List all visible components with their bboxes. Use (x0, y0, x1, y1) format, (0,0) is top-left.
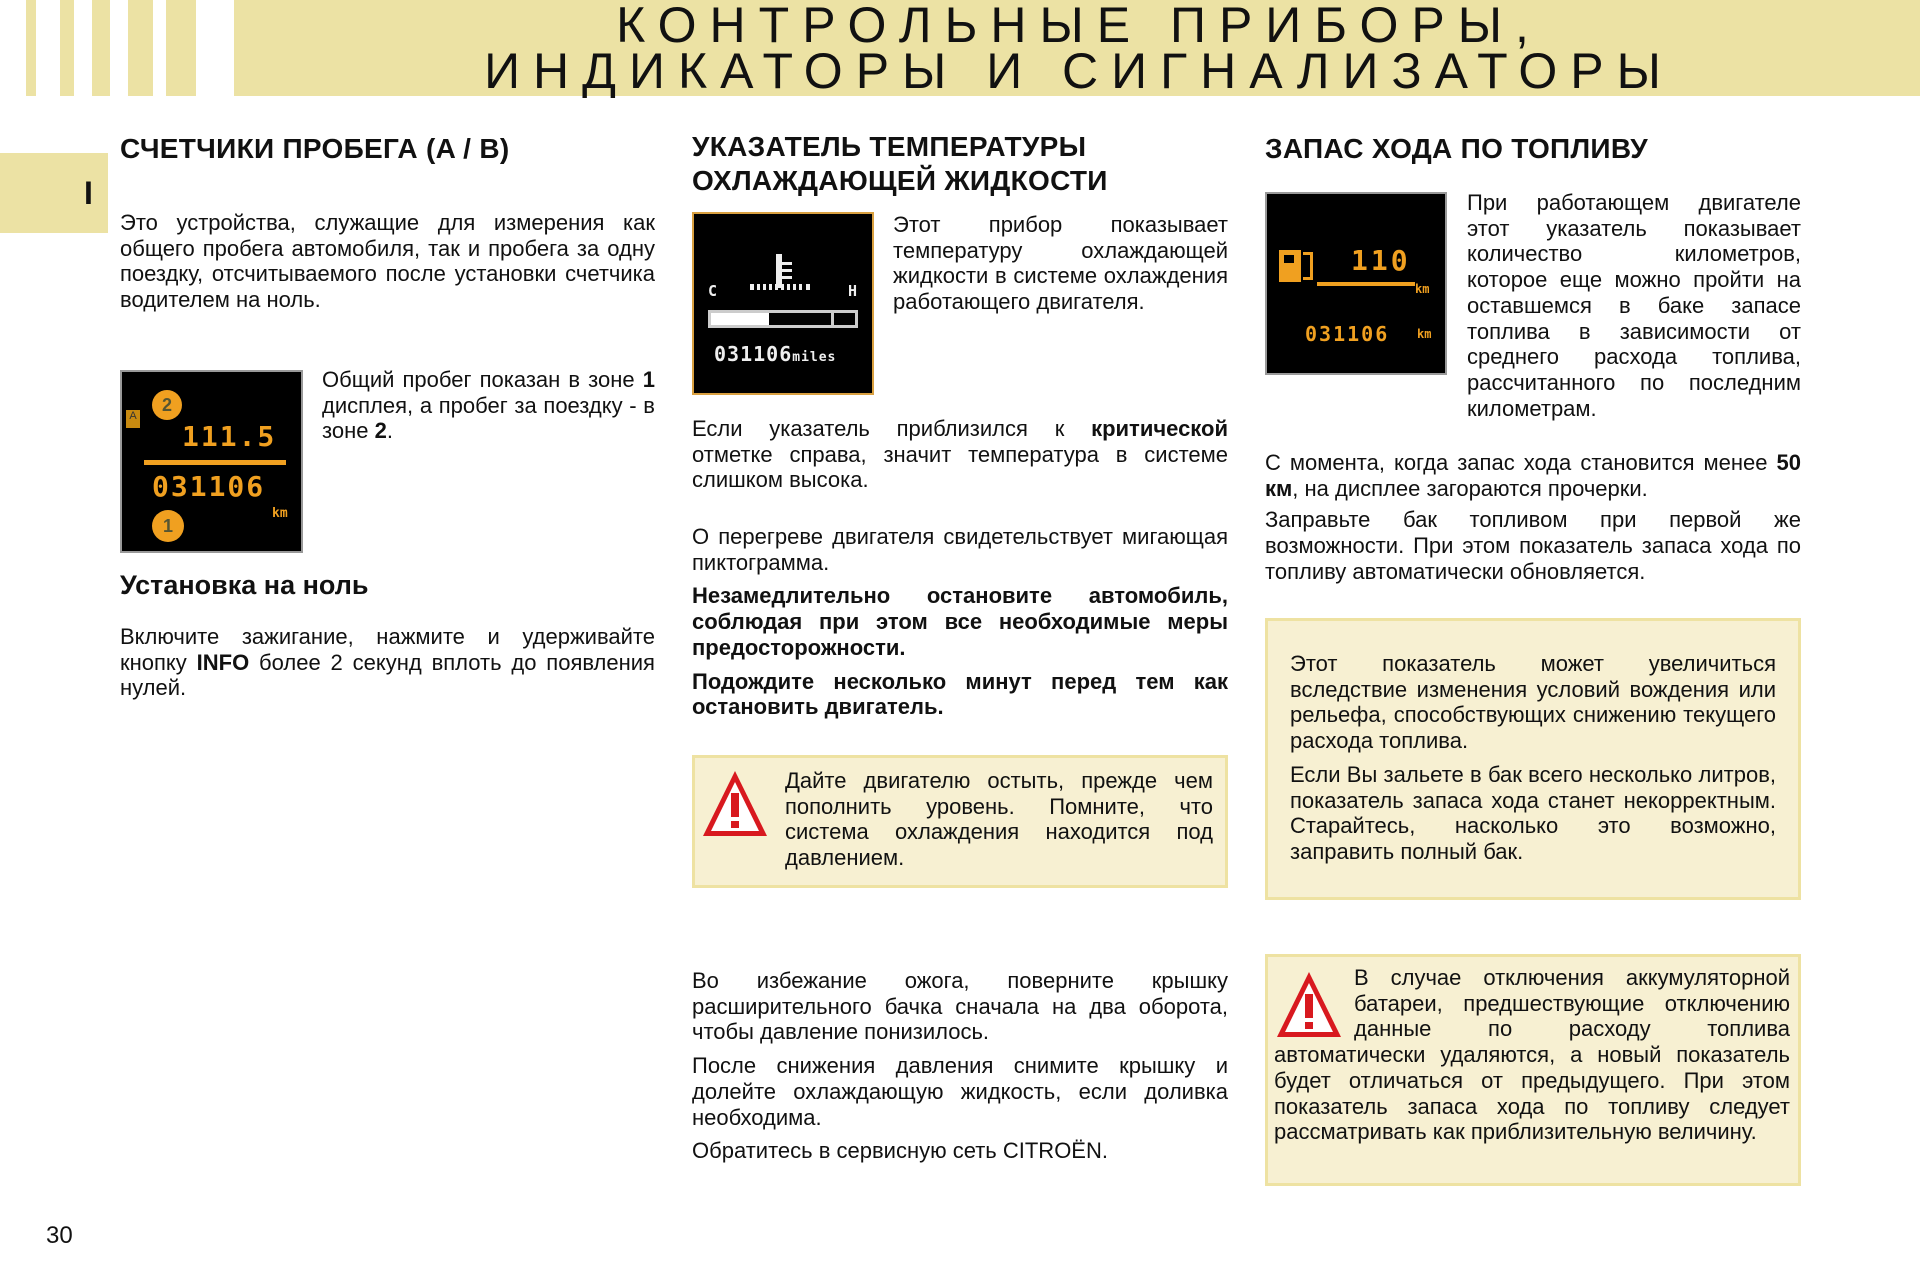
title-line-1: КОНТРОЛЬНЫЕ ПРИБОРЫ, (616, 0, 1542, 53)
text: Если указатель приблизился к (692, 416, 1092, 441)
paragraph: После снижения давления снимите крышку и долейте охлаждающую жидкость, если доливка необходима. (692, 1053, 1228, 1130)
paragraph-bold: Подождите несколько минут перед тем как остановить двигатель. (692, 668, 1228, 720)
paragraph: О перегреве двигателя свидетельствует мигающая пиктограмма. (692, 524, 1228, 575)
odometer-readout (714, 342, 836, 366)
odometer-value: 031106 (1305, 322, 1390, 346)
text-bold: 2 (374, 418, 387, 444)
battery-warning-box (1265, 954, 1801, 1186)
stripe (92, 0, 110, 96)
text: В случае отключения аккумуляторной батареи, предшествующие отключению данные по расходу топлива автоматически удаляются, а новый показатель будет отличаться от предыдущего. При этом показатель запаса хода по топливу следует рассматривать как приблизительную величину. (1274, 965, 1790, 1145)
paragraph-bold: Незамедлительно остановите автомобиль, соблюдая при этом все необходимые меры предосторожности. (692, 583, 1228, 660)
divider-line (144, 460, 286, 465)
range-value: 110 (1351, 244, 1411, 277)
text: , на дисплее загораются прочерки. (1292, 475, 1648, 501)
temperature-heading (692, 130, 1232, 198)
odometer-display (120, 370, 303, 553)
text: С момента, когда запас хода становится менее (1265, 450, 1777, 475)
hot-label: H (848, 282, 858, 300)
coolant-warning-box (692, 755, 1228, 888)
text-bold: 1 (642, 367, 655, 392)
text: Общий пробег показан в зоне (322, 367, 643, 392)
fuel-range-text (1265, 450, 1801, 593)
trip-value: 111.5 (182, 420, 277, 453)
text: дисплея, а пробег за поездку - в зоне (322, 392, 655, 444)
reset-heading: Установка на ноль (120, 570, 369, 600)
fuel-pump-icon (1279, 250, 1301, 282)
unit-label: km (272, 506, 288, 521)
title-line-2: ИНДИКАТОРЫ И СИГНАЛИЗАТОРЫ (484, 43, 1674, 99)
fuel-info-box (1265, 618, 1801, 900)
odometer-unit: km (1417, 327, 1432, 341)
total-value: 031106 (152, 470, 266, 503)
overheat-text (692, 524, 1228, 728)
zone-2-badge: 2 (152, 390, 182, 420)
stripe (128, 0, 153, 96)
odometer-value: 031106 (714, 342, 793, 366)
text-bold: 50 км (1265, 450, 1801, 501)
range-unit: km (1415, 282, 1430, 296)
stripe (166, 0, 196, 96)
cap-instructions (692, 968, 1228, 1172)
page-number: 30 (46, 1222, 73, 1249)
section-tab (0, 153, 108, 233)
fuel-range-display (1265, 192, 1447, 375)
warning-text: Дайте двигателю остыть, прежде чем пополнить уровень. Помните, что система охлаждения находится под давлением. (785, 768, 1213, 871)
paragraph: Если Вы зальете в бак всего несколько литров, показатель запаса хода станет некорректным. Старайтесь, насколько это возможно, заправить полный бак. (1290, 761, 1776, 864)
fuel-info-text (1290, 651, 1776, 873)
temperature-gauge-bar (708, 310, 858, 328)
text: Включите зажигание, нажмите и удерживайте кнопку (120, 624, 655, 675)
odometer-heading: СЧЕТЧИКИ ПРОБЕГА (A / B) (120, 133, 510, 164)
text: более 2 секунд вплоть до появления нулей. (120, 649, 655, 701)
fuel-range-heading: ЗАПАС ХОДА ПО ТОПЛИВУ (1265, 133, 1648, 164)
battery-warning-text (1274, 965, 1790, 1145)
heading-line: УКАЗАТЕЛЬ ТЕМПЕРАТУРЫ (692, 131, 1087, 162)
stripe (26, 0, 36, 96)
odometer-intro: Это устройства, служащие для измерения как общего пробега автомобиля, так и пробега за одну поездку, отсчитываемого после установки счетчика водителем на ноль. (120, 210, 655, 313)
heading-line: ОХЛАЖДАЮЩЕЙ ЖИДКОСТИ (692, 165, 1108, 196)
warning-triangle-icon (701, 768, 769, 840)
paragraph: Обратитесь в сервисную сеть CITROËN. (692, 1138, 1108, 1164)
critical-mark (831, 313, 834, 325)
temperature-side-text: Этот прибор показывает температуру охлаждающей жидкости в системе охлаждения работающего двигателя. (893, 212, 1228, 315)
text-bold: критической (1091, 416, 1228, 441)
fuel-range-side-text: При работающем двигателе этот указатель показывает количество километров, которое еще можно пройти на оставшемся в баке запасе топлива в зависимости от среднего расхода топлива, рассчитанного по последним километрам. (1467, 190, 1801, 421)
reset-text (120, 624, 655, 701)
unit-label: miles (792, 350, 837, 365)
text: . (386, 418, 393, 444)
paragraph: Во избежание ожога, поверните крышку расширительного бачка сначала на два оборота, чтобы давление понизилось. (692, 968, 1228, 1045)
paragraph: Заправьте бак топливом при первой же возможности. При этом показатель запаса хода по топливу автоматически обновляется. (1265, 507, 1801, 584)
critical-text (692, 416, 1228, 493)
temperature-gauge-fill (711, 313, 769, 325)
warning-triangle-icon (1274, 969, 1344, 1041)
paragraph: Этот показатель может увеличиться вследствие изменения условий вождения или рельефа, способствующих снижению текущего расхода топлива. (1290, 651, 1776, 754)
temperature-display (692, 212, 874, 395)
section-tab-label: I (84, 175, 93, 211)
coolant-temperature-icon (750, 254, 810, 304)
cold-label: C (708, 282, 718, 300)
text: отметке справа, значит температура в системе слишком высока. (692, 441, 1228, 493)
trip-marker-icon: A (126, 410, 140, 428)
info-button-name: INFO (196, 649, 250, 675)
page-title (238, 0, 1920, 99)
pump-nozzle (1303, 252, 1313, 280)
range-underline (1317, 282, 1415, 286)
odometer-zones-text (322, 367, 655, 444)
stripe (60, 0, 74, 96)
zone-1-badge: 1 (152, 510, 184, 542)
